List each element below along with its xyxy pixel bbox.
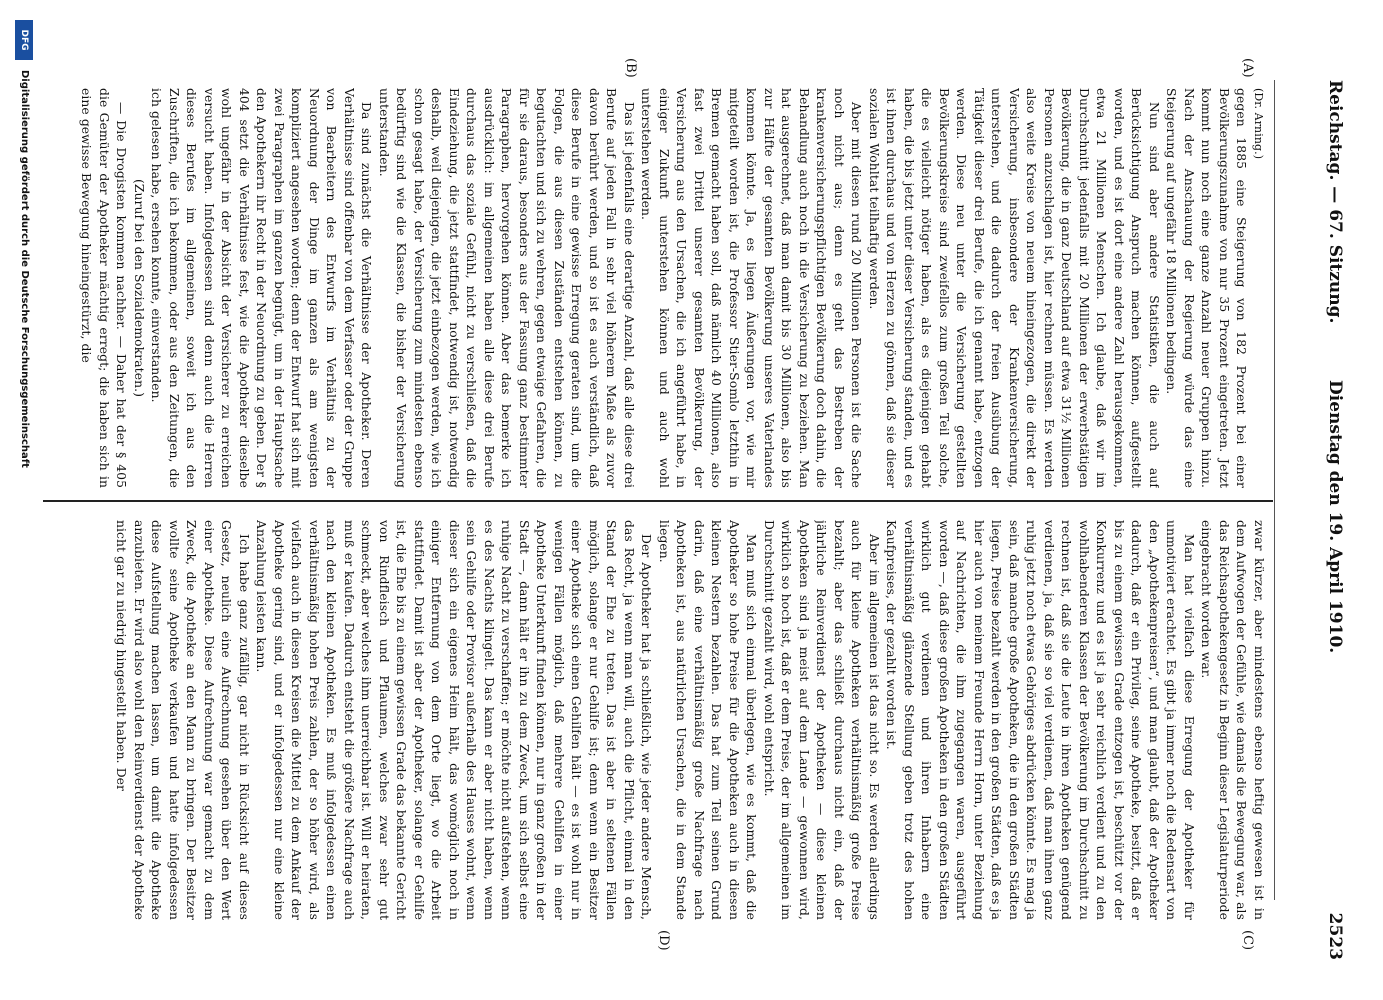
margin-mark-b: (B) [623,58,638,78]
dfg-logo: DFG [15,20,33,60]
paragraph: Man hat vielfach diese Erregung der Apotheker für unmotiviert erachtet. Es gibt ja immer noch die Redensart von den „Apothekenpreisen“, und man glaubt, daß der Apotheker dadurch, daß er ein Privileg, seine Apotheke, besitzt, daß er bis zu einem gewissen Grade entzogen ist, beschützt vor der Konkurrenz und es ist ja sehr reichlich verdient und zu den wohlhabenderen Klassen der Bevölkerung im Durchschnitt zu rechnen ist, daß sie die Leute in ihren Apotheken genügend verdienen, ja, daß sie so viel verdienen, daß man ihnen ganz ruhig jetzt noch etwas Gehöriges abdrücken könnte. Es mag ja sein, daß manche große Apotheken, die in den großen Städten liegen, Preise bezahlt werden in den großen Städten, daß es ja hier auch von meinem Freunde Herrn Horn, unter Beziehung auf Nachrichten, die ihm zugegangen waren, ausgeführt worden —, daß diese großen Apotheken in den großen Städten wirklich gut verdienen und ihren Inhabern eine verhältnismäßig glänzende Stellung geben trotz des hohen Kaufpreises, der gezahlt worden ist. [884,520,1196,920]
column-divider [43,500,1273,502]
page-header [1305,80,1345,980]
margin-mark-c: (C) [1240,930,1255,951]
header-date: Dienstag den 19. April 1910. [1325,380,1345,654]
paragraph: zwar kürzer, aber mindestens ebenso heftig gewesen ist in dem Aufwogen der Gefühle, wie damals die Bewegung war, als das Reichsapothekengesetz in Beginn dieser Legislaturperiode eingebracht worden war. [1199,520,1266,920]
right-column [27,520,1267,920]
paragraph: Aber mit diesen rund 20 Millionen Personen ist die Sache noch nicht aus; denn es geht das Bestreben der krankenversicherungspflichtigen Bevölkerung doch dahin, die Behandlung auch noch in die Versicherung zu beziehen. Man hat ausgerechnet, daß man damit bis 30 Millionen, also bis zur Hälfte der gesamten Bevölkerung unseres Vaterlandes kommen könnte. Ja, es liegen Äußerungen vor, wie mir mitgeteilt worden ist, die Professor Stier-Somlo letzthin in Bremen gemacht haben soll, daß nämlich 40 Millionen, also fast zwei Drittel unserer gesamten Bevölkerung, der Versicherung aus den Ursachen, die ich angeführt habe, in einiger Zukunft unterstehen können und auch wohl unterstehen werden. [639,88,864,488]
paragraph: Nun sind aber andere Statistiken, die auch auf Berücksichtigung Anspruch machen können, aufgestellt worden, und es ist dort eine andere Zahl herausgekommen, etwa 21 Millionen Menschen. Ich glaube, daß wir im Durchschnitt jedenfalls mit 20 Millionen der erwerbstätigen Bevölkerung, die in ganz Deutschland auf etwa 31½ Millionen Personen anzuschlagen ist, hier rechnen müssen. Es werden also weite Kreise von neuem hineingezogen, die direkt der Versicherung, insbesondere der Krankenversicherung, unterstehen, und die dadurch der freien Ausübung der Tätigkeit dieser drei Berufe, die ich genannt habe, entzogen werden. Diese neu unter die Versicherung gestellten Bevölkerungskreise sind zweifellos zum großen Teil solche, die es vielleicht nötiger haben, als es diejenigen gehabt haben, die bis jetzt unter dieser Versicherung standen, und es ist ihnen durchaus und von Herzen zu gönnen, daß sie dieser sozialen Wohltat teilhaftig werden. [867,88,1161,488]
interjection: (Zuruf bei den Sozialdemokraten.) [132,178,146,397]
margin-mark-a: (A) [1240,58,1255,78]
paragraph: Der Apotheker hat ja schließlich, wie jeder andere Mensch, das Recht, ja wenn man will, auch die Pflicht, einmal in den Stand der Ehe zu treten. Das ist aber in seltenen Fällen möglich, solange er nur Gehilfe ist; denn wenn ein Besitzer einer Apotheke sich einen Gehilfen hält — es ist wohl nur in wenigen Fällen möglich, daß mehrere Gehilfen in einer Apotheke Unterkunft finden können, nur in ganz großen in der Stadt —, dann hält er ihn zu dem Zweck, um sich selbst eine ruhige Nacht zu verschaffen; er möchte nicht aufstehen, wenn es des Nachts klingelt. Das kann er aber nicht haben, wenn sein Gehilfe oder Provisor außerhalb des Hauses wohnt, wenn dieser sich ein eigenes Heim hält, das womöglich noch in einiger Entfernung von dem Orte liegt, wo die Arbeit stattfindet. Damit ist aber der Apotheker, solange er Gehilfe ist, die Ehe bis zu einem gewissen Grade das bekannte Gericht von Rindfleisch und Pflaumen, welches zwar sehr gut schmeckt, aber welches ihm unerreichbar ist. Will er heiraten, muß er kaufen. Dadurch entsteht die größere Nachfrage auch nach den kleinen Apotheken. Es muß infolgedessen einen verhältnismäßig hohen Preis zahlen, der so höher wird, als vielfach auch in diesen Kreisen die Mittel zu dem Ankauf der Apotheke gering sind, und er infolgedessen nur eine kleine Anzahlung leisten kann. [254,520,654,920]
header-rule [1274,80,1275,900]
page-number: 2523 [1325,912,1345,960]
left-column [27,88,1267,488]
paragraph: Das ist jedenfalls eine derartige Anzahl, daß alle diese drei Berufe auf jeden Fall in sehr viel höherem Maße als zuvor davon berührt werden, und so ist es auch verständlich, daß diese Berufe in eine gewisse Erregung geraten sind, um die Folgen, die aus diesen Zuständen entstehen können, zu begutachten und sich zu wehren, gegen etwaige Gefahren, die für sie daraus, besonders aus der Fassung ganz bestimmter Paragraphen, hervorgehen können. Aber das bemerke ich ausdrücklich: im allgemeinen haben alle diese drei Berufe durchaus das soziale Gefühl, nicht zu verschließen, daß die Eindeziehung, die jetzt stattfindet, notwendig ist, notwendig deshalb, weil diejenigen, die jetzt einbezogen werden, wie ich schon gesagt habe, der Versicherung zum mindesten ebenso bedürftig sind wie die Klassen, die bisher der Versicherung unterstanden. [377,88,636,488]
header-left: Reichstag. — 67. Sitzung. [1325,80,1345,324]
paragraph: Da sind zunächst die Verhältnisse der Apotheker. Deren Verhältnisse sind offenbar von dem Verfasser oder der Gruppe von Bearbeitern des Entwurfs im Verhältnis zu der Neuordnung der Dinge im ganzen als am wenigsten kompliziert angesehen worden; denn der Entwurf hat sich mit zwei Paragraphen im ganzen begnügt, um in der Hauptsache den Apothekern ihr Recht in der Neuordnung zu geben. Der § 404 setzt die Verhältnisse fest, wie die Apotheker dieselbe wohl ungefähr in der Absicht der Versicherer zu erreichen versucht haben. Infolgedessen sind denn auch die Herren dieses Berufes im allgemeinen, soweit ich aus den Zuschriften, die ich bekommen, oder aus den Zeitungen, die ich gelesen habe, ersehen konnte, einverstanden. [149,88,374,488]
paragraph: Aber im allgemeinen ist das nicht so. Es werden allerdings auch für kleine Apotheken verhältnismäßig große Preise bezahlt; aber das schließt durchaus nicht ein, daß der jährliche Reinverdienst der Apotheken — diese kleinen Apotheken sind ja meist auf dem Lande — gewonnen wird, wirklich so hoch ist, daß er dem Preise, der im allgemeinen im Durchschnitt gezahlt wird, wohl entspricht. [762,520,881,920]
attribution-text: Digitalisierung gefördert durch die Deutsche Forschungsgemeinschaft [19,70,30,468]
paragraph: Ich habe ganz zufällig, gar nicht in Rücksicht auf dieses Gesetz, neulich eine Aufrechnung gesehen über den Wert einer Apotheke. Diese Aufrechnung war gemacht zu dem Zweck, die Apotheke an den Mann zu bringen. Der Besitzer wollte seine Apotheke verkaufen und hatte infolgedessen diese Aufstellung machen lassen, um damit die Apotheke anzubieten. Er wird also wohl den Reinverdienst der Apotheke nicht gar zu niedrig hingestellt haben. Der [114,520,251,920]
paragraph: — Die Drogisten kommen nachher. — Daher hat der § 405 die Gemüter der Apotheker mächtig erregt; die haben sich in eine gewisse Bewegung hineingestürzt, die [79,88,129,488]
paragraph: gegen 1885 eine Steigerung von 182 Prozent bei einer Bevölkerungszunahme von nur 35 Prozent eingetreten. Jetzt kommt nun noch eine ganze Anzahl neuer Gruppen hinzu. Nach der Anschauung der Regierung würde das eine Steigerung auf ungefähr 18 Millionen bedingen. [1164,88,1249,488]
speaker-label: (Dr. Arning.) [1252,88,1265,160]
margin-mark-d: (D) [656,930,671,951]
paragraph: Man muß sich einmal überlegen, wie es kommt, daß die Apotheker so hohe Preise für die Apotheken auch in diesen kleinen Nestern bezahlen. Das hat zum Teil seinen Grund darin, daß eine verhältnismäßig große Nachfrage nach Apotheken ist, aus natürlichen Ursachen, die in dem Stande liegen. [657,520,759,920]
